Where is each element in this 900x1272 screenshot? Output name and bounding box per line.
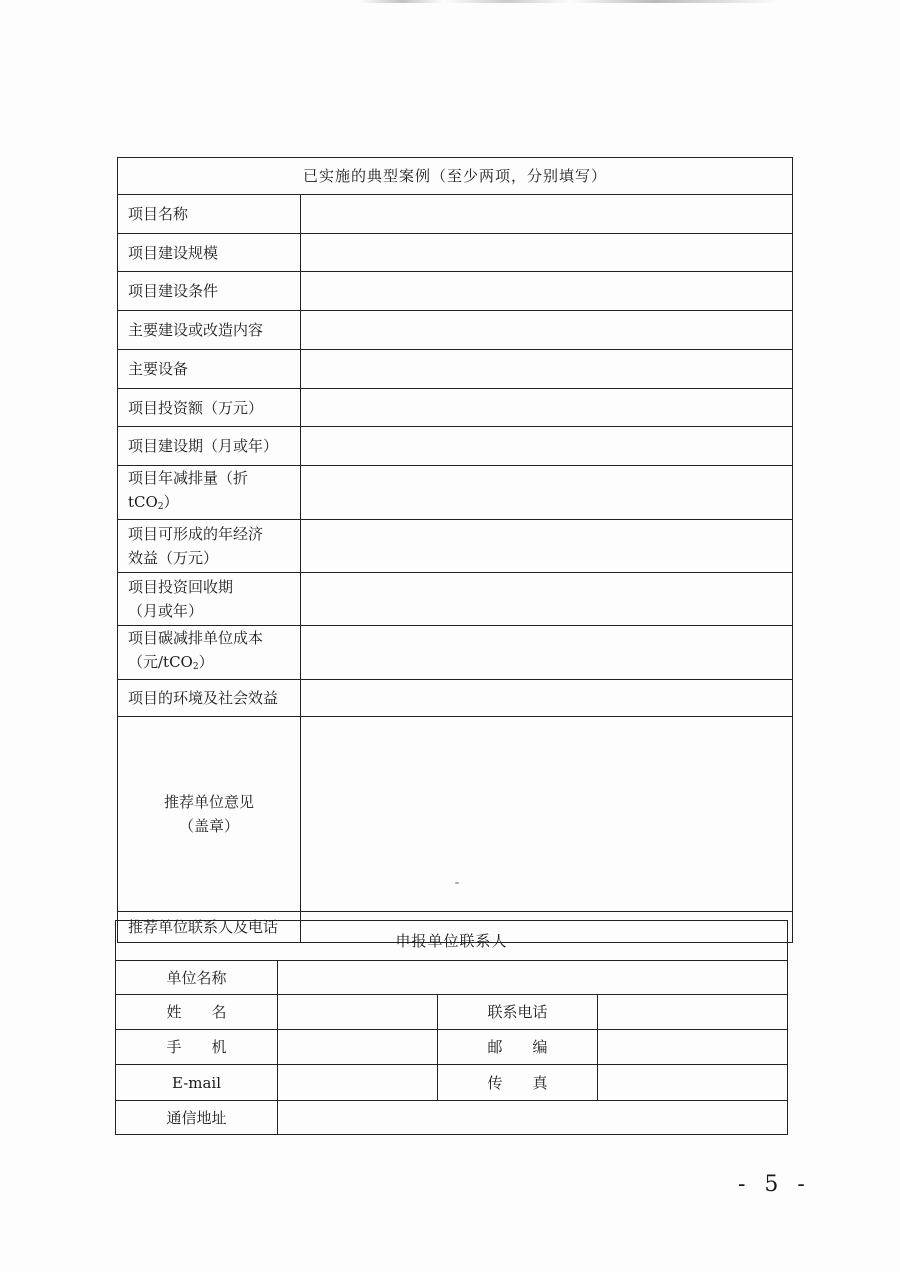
main-content-field[interactable] (301, 311, 793, 350)
economic-benefit-label-line1: 项目可形成的年经济 (128, 525, 264, 543)
recommender-opinion-text: 推荐单位意见 (163, 793, 254, 811)
payback-period-label-line1: 项目投资回收期 (128, 578, 234, 596)
unit-cost-label-line2 (128, 650, 290, 679)
unit-cost-label-line2-text: （元/tCO (128, 653, 193, 671)
table-header-row (116, 921, 788, 961)
table-row (116, 995, 788, 1030)
applicant-contact-header: 申报单位联系人 (116, 921, 788, 961)
address-field[interactable] (278, 1101, 788, 1135)
applicant-contact-table (115, 920, 788, 1135)
phone-field[interactable] (598, 995, 788, 1030)
payback-period-label-line2: （月或年） (128, 602, 204, 620)
unit-cost-field[interactable] (301, 626, 793, 680)
table-row (118, 466, 793, 520)
contact-name-label: 姓 名 (116, 995, 278, 1030)
project-name-field[interactable] (301, 195, 793, 234)
annual-reduction-label (118, 466, 301, 520)
fax-label: 传 真 (438, 1065, 598, 1101)
social-benefit-field[interactable] (301, 680, 793, 717)
recommender-opinion-field[interactable] (301, 717, 793, 912)
investment-label: 项目投资额（万元） (118, 389, 301, 427)
annual-reduction-label-text: 项目年减排量（折 tCO (128, 469, 249, 511)
table-row (118, 427, 793, 466)
construction-conditions-label: 项目建设条件 (118, 272, 301, 311)
table-row (116, 1101, 788, 1135)
recommender-contact-label: 推荐单位联系人及电话 (118, 912, 301, 943)
typical-cases-table (117, 157, 793, 943)
construction-period-field[interactable] (301, 427, 793, 466)
unit-name-label: 单位名称 (116, 961, 278, 995)
page-number: - 5 - (738, 1172, 811, 1197)
email-label: E-mail (116, 1065, 278, 1101)
scan-edge-marks (360, 0, 780, 3)
table-row (116, 961, 788, 995)
table-row (118, 626, 793, 680)
recommender-opinion-label (118, 717, 301, 912)
mobile-label: 手 机 (116, 1030, 278, 1065)
mobile-field[interactable] (278, 1030, 438, 1065)
postcode-field[interactable] (598, 1030, 788, 1065)
main-equipment-label: 主要设备 (118, 350, 301, 389)
annual-reduction-subscript: 2 (157, 502, 164, 512)
unit-cost-label-line1: 项目碳减排单位成本 (128, 629, 264, 647)
fax-field[interactable] (598, 1065, 788, 1101)
table-row (118, 573, 793, 626)
phone-label: 联系电话 (438, 995, 598, 1030)
annual-reduction-label-close: ） (163, 493, 179, 511)
contact-name-field[interactable] (278, 995, 438, 1030)
table-header-row (118, 158, 793, 195)
main-equipment-field[interactable] (301, 350, 793, 389)
seal-text: （盖章） (178, 817, 239, 835)
table-row (118, 272, 793, 311)
table-row (118, 311, 793, 350)
postcode-label: 邮 编 (438, 1030, 598, 1065)
table-row (118, 195, 793, 234)
scan-speck (455, 882, 459, 884)
annual-reduction-field[interactable] (301, 466, 793, 520)
economic-benefit-label (118, 520, 301, 573)
table-row (118, 680, 793, 717)
unit-cost-label-line2-close: ） (198, 653, 214, 671)
construction-scale-label: 项目建设规模 (118, 234, 301, 272)
table-row (118, 234, 793, 272)
economic-benefit-label-line2: 效益（万元） (128, 549, 219, 567)
payback-period-label (118, 573, 301, 626)
construction-conditions-field[interactable] (301, 272, 793, 311)
social-benefit-label: 项目的环境及社会效益 (118, 680, 301, 717)
construction-period-label: 项目建设期（月或年） (118, 427, 301, 466)
email-field[interactable] (278, 1065, 438, 1101)
investment-field[interactable] (301, 389, 793, 427)
table-row (116, 1030, 788, 1065)
payback-period-field[interactable] (301, 573, 793, 626)
typical-cases-header: 已实施的典型案例（至少两项，分别填写） (118, 158, 793, 195)
table-row (116, 1065, 788, 1101)
table-row (118, 520, 793, 573)
main-content-label: 主要建设或改造内容 (118, 311, 301, 350)
construction-scale-field[interactable] (301, 234, 793, 272)
project-name-label: 项目名称 (118, 195, 301, 234)
table-row (118, 389, 793, 427)
economic-benefit-field[interactable] (301, 520, 793, 573)
unit-name-field[interactable] (278, 961, 788, 995)
table-row (118, 350, 793, 389)
address-label: 通信地址 (116, 1101, 278, 1135)
unit-cost-label (118, 626, 301, 680)
unit-cost-subscript: 2 (192, 662, 199, 672)
